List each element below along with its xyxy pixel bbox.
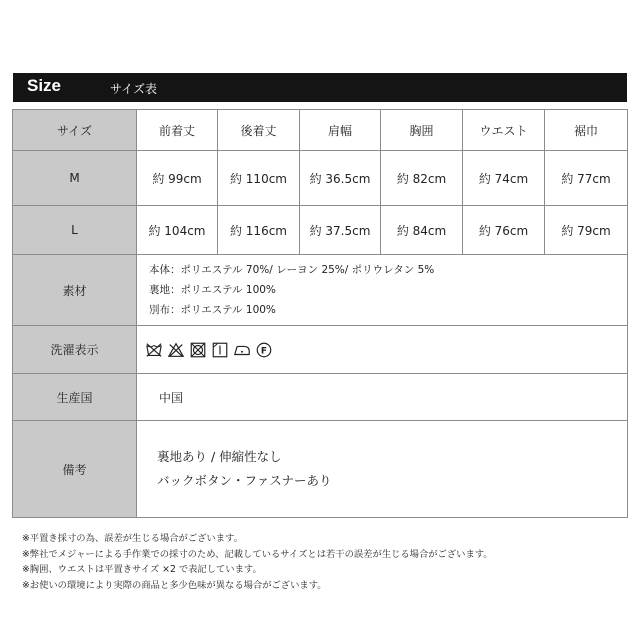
care-label: 洗濯表示 [13, 326, 137, 374]
table-cell: 約 84cm [381, 206, 463, 255]
care-symbols [137, 341, 627, 359]
table-cell: 約 74cm [463, 151, 545, 206]
footnotes [22, 531, 622, 593]
remarks-row [13, 421, 628, 518]
column-header-shoulder-width: 肩幅 [300, 110, 381, 151]
origin-value: 中国 [137, 374, 628, 421]
material-line-lining: 裏地：ポリエステル 100% [149, 284, 276, 296]
svg-text:F: F [260, 346, 268, 357]
material-row [13, 255, 628, 326]
remarks-cell [137, 421, 628, 518]
table-cell: 約 76cm [463, 206, 545, 255]
size-heading: Size [27, 76, 62, 95]
line-dry-icon [211, 341, 229, 359]
footnote-item: ※弊社でメジャーによる手作業での採寸のため、記載しているサイズとは若干の誤差が生じる場合がございます。 [22, 548, 493, 560]
footnote-item: ※平置き採寸の為、誤差が生じる場合がございます。 [22, 533, 243, 544]
no-wash-icon [145, 341, 163, 359]
table-cell: 約 37.5cm [300, 206, 381, 255]
column-header-waist: ウエスト [463, 110, 545, 151]
material-line-other: 別布：ポリエステル 100% [149, 304, 276, 316]
material-label: 素材 [13, 255, 137, 326]
table-cell: 約 77cm [545, 151, 628, 206]
care-row [13, 326, 628, 374]
material-cell [137, 255, 628, 326]
table-row [13, 206, 628, 255]
footnote-item: ※お使いの環境により実際の商品と多少色味が異なる場合がございます。 [22, 579, 327, 591]
table-cell: 約 79cm [545, 206, 628, 255]
origin-label: 生産国 [13, 374, 137, 421]
column-header-size: サイズ [13, 110, 137, 151]
size-table [12, 109, 628, 518]
dry-clean-f-icon [255, 341, 273, 359]
table-cell: 約 116cm [218, 206, 300, 255]
size-label: M [13, 151, 137, 206]
table-cell: 約 82cm [381, 151, 463, 206]
no-bleach-icon [167, 341, 185, 359]
remarks-line-closure: バックボタン・ファスナーあり [157, 473, 332, 488]
iron-icon [233, 341, 251, 359]
remarks-label: 備考 [13, 421, 137, 518]
size-chart-subtitle: サイズ表 [110, 82, 158, 96]
table-cell: 約 99cm [137, 151, 218, 206]
care-cell [137, 326, 628, 374]
remarks-line-lining: 裏地あり / 伸縮性なし [157, 449, 282, 464]
footnote-item: ※胸囲、ウエストは平置きサイズ ×2 で表記しています。 [22, 564, 262, 575]
no-tumble-dry-icon [189, 341, 207, 359]
table-header-row [13, 110, 628, 151]
column-header-hem-width: 裾巾 [545, 110, 628, 151]
table-cell: 約 110cm [218, 151, 300, 206]
size-label: L [13, 206, 137, 255]
column-header-back-length: 後着丈 [218, 110, 300, 151]
table-row [13, 151, 628, 206]
material-line-main: 本体：ポリエステル 70%/ レーヨン 25%/ ポリウレタン 5% [149, 264, 435, 276]
column-header-chest: 胸囲 [381, 110, 463, 151]
table-cell: 約 36.5cm [300, 151, 381, 206]
size-header-bar [13, 73, 627, 102]
column-header-front-length: 前着丈 [137, 110, 218, 151]
origin-row [13, 374, 628, 421]
table-cell: 約 104cm [137, 206, 218, 255]
